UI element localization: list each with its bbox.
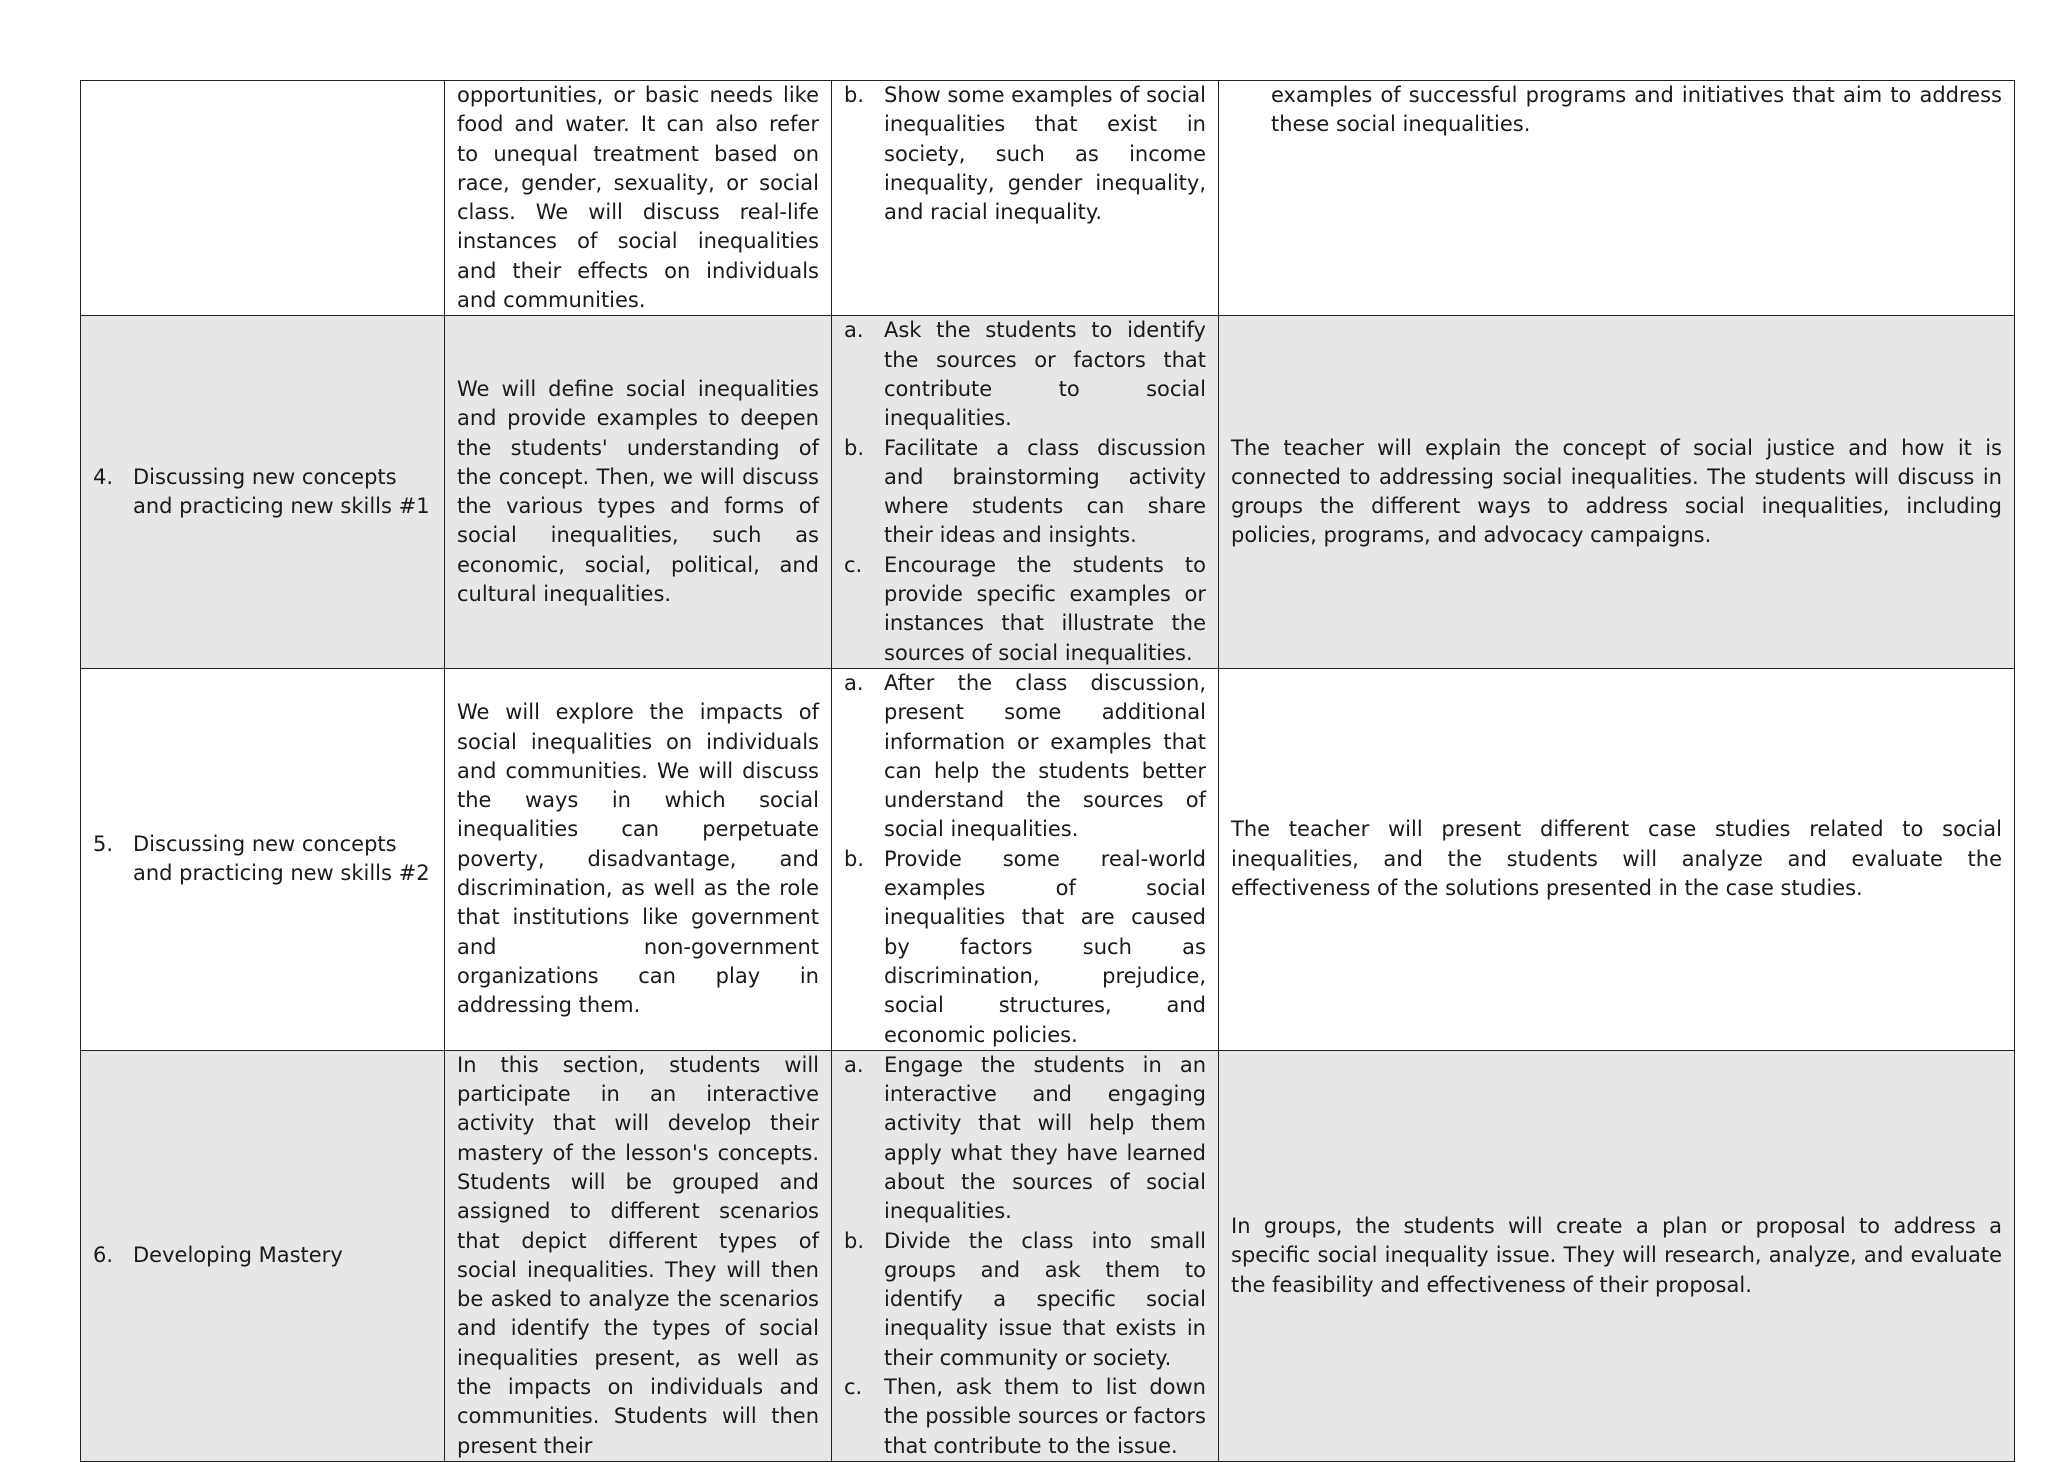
- steps-cell: [832, 316, 1219, 669]
- content-text: We will explore the impacts of social inequalities on individuals and communities. We will discuss the ways in which social inequalities can perpetuate poverty, disadvantage, and discrimination, as well as the role that institutions like government and non-government organizations can play in addressing them.: [457, 700, 819, 1018]
- list-item: [844, 1373, 1206, 1461]
- table-row: [81, 668, 2015, 1050]
- step-text: Provide some real-world examples of social inequalities that are caused by factors such as discrimination, prejudice, social structures, and economic policies.: [884, 846, 1206, 1047]
- lesson-plan-sheet: [80, 80, 2014, 1462]
- table-row: [81, 1050, 2015, 1461]
- step-text: Encourage the students to provide specific examples or instances that illustrate the sources of social inequalities.: [884, 552, 1206, 665]
- procedure-cell: [81, 1050, 445, 1461]
- content-cell: [445, 316, 832, 669]
- procedure-cell: [81, 81, 445, 316]
- list-item: [844, 316, 1206, 433]
- lesson-plan-table: [80, 80, 2015, 1462]
- step-text: Ask the students to identify the sources or factors that contribute to social inequalities.: [884, 318, 1206, 431]
- content-cell: [445, 81, 832, 316]
- step-letter: b.: [844, 1228, 865, 1253]
- content-text: In this section, students will participate in an interactive activity that will develop their mastery of the lesson's concepts. Students will be grouped and assigned to different scenarios that depict different types of social inequalities. They will then be asked to analyze the scenarios and identify the types of social inequalities present, as well as the impacts on individuals and communities. Students will then present their: [457, 1052, 819, 1458]
- steps-cell: [832, 81, 1219, 316]
- step-letter: c.: [844, 552, 863, 577]
- step-letter: b.: [844, 846, 865, 871]
- step-text: Facilitate a class discussion and brainstorming activity where students can share their ideas and insights.: [884, 435, 1206, 548]
- activity-text: examples of successful programs and initiatives that aim to address these social inequalities.: [1271, 83, 2002, 137]
- activity-cell: [1219, 316, 2015, 669]
- activity-cell: [1219, 1050, 2015, 1461]
- table-row: [81, 316, 2015, 669]
- step-text: Engage the students in an interactive and engaging activity that will help them apply what they have learned about the sources of social inequalities.: [884, 1052, 1206, 1224]
- step-letter: a.: [844, 1052, 864, 1077]
- step-letter: c.: [844, 1375, 863, 1400]
- procedure-title: Developing Mastery: [133, 1243, 343, 1268]
- list-item: [844, 434, 1206, 551]
- step-text: Show some examples of social inequalities that exist in society, such as income inequality, gender inequality, and racial inequality.: [884, 83, 1206, 225]
- table-row: [81, 81, 2015, 316]
- steps-list: [844, 81, 1206, 227]
- step-letter: b.: [844, 83, 865, 107]
- list-item: [844, 845, 1206, 1050]
- procedure-title: Discussing new concepts and practicing new skills #1: [133, 464, 430, 519]
- steps-list: [844, 316, 1206, 668]
- procedure-cell: [81, 316, 445, 669]
- list-item: [844, 551, 1206, 668]
- activity-cell: [1219, 668, 2015, 1050]
- procedure-number: 4.: [93, 464, 114, 489]
- activity-text: In groups, the students will create a plan or proposal to address a specific social inequality issue. They will research, analyze, and evaluate the feasibility and effectiveness of their proposal.: [1231, 1213, 2002, 1297]
- steps-cell: [832, 1050, 1219, 1461]
- step-text: Then, ask them to list down the possible sources or factors that contribute to the issue.: [884, 1375, 1206, 1458]
- activity-text: The teacher will present different case studies related to social inequalities, and the students will analyze and evaluate the effectiveness of the solutions presented in the case studies.: [1231, 817, 2002, 901]
- step-letter: a.: [844, 670, 864, 695]
- steps-cell: [832, 668, 1219, 1050]
- activity-cell: [1219, 81, 2015, 316]
- list-item: [844, 669, 1206, 845]
- content-cell: [445, 1050, 832, 1461]
- content-text: opportunities, or basic needs like food and water. It can also refer to unequal treatment based on race, gender, sexuality, or social class. We will discuss real-life instances of social inequalities and their effects on individuals and communities.: [457, 83, 819, 313]
- list-item: [844, 1227, 1206, 1373]
- procedure-number: 5.: [93, 832, 114, 857]
- list-item: [844, 81, 1206, 227]
- steps-list: [844, 669, 1206, 1050]
- step-text: After the class discussion, present some additional information or examples that can help the students better understand the sources of social inequalities.: [884, 670, 1206, 842]
- steps-list: [844, 1051, 1206, 1461]
- procedure-number: 6.: [93, 1243, 114, 1268]
- step-letter: a.: [844, 318, 864, 343]
- procedure-title: Discussing new concepts and practicing new skills #2: [133, 832, 430, 886]
- step-letter: b.: [844, 435, 865, 460]
- procedure-cell: [81, 668, 445, 1050]
- step-text: Divide the class into small groups and ask them to identify a specific social inequality issue that exists in their community or society.: [884, 1228, 1206, 1370]
- content-cell: [445, 668, 832, 1050]
- list-item: [844, 1051, 1206, 1227]
- activity-text: The teacher will explain the concept of social justice and how it is connected to addressing social inequalities. The students will discuss in groups the different ways to address social inequalities, including policies, programs, and advocacy campaigns.: [1231, 435, 2002, 548]
- content-text: We will define social inequalities and provide examples to deepen the students' understanding of the concept. Then, we will discuss the various types and forms of social inequalities, such as economic, social, political, and cultural inequalities.: [457, 376, 819, 607]
